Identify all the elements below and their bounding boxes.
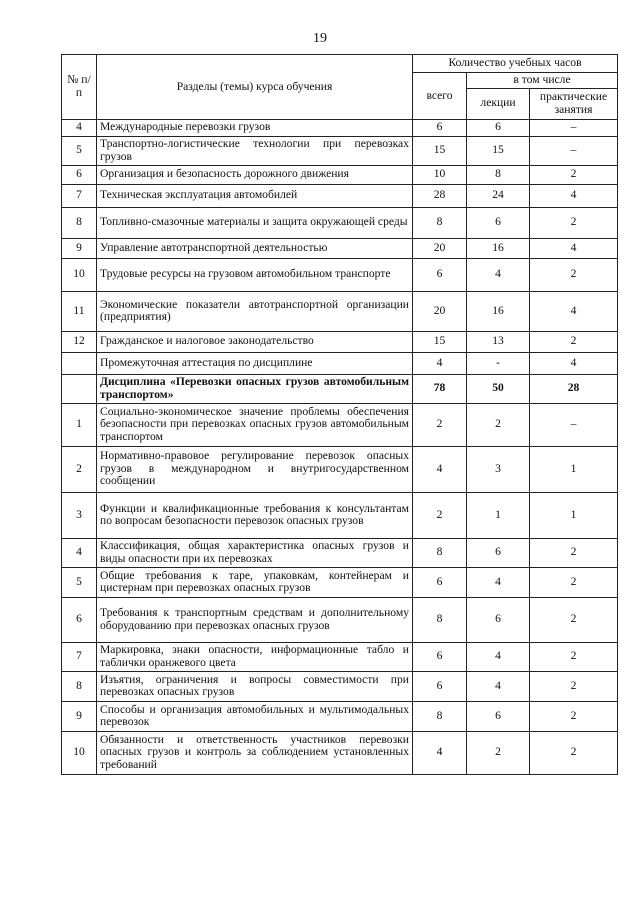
table-row (62, 331, 618, 352)
row-title: Транспортно-логистические технологии при перевозках грузов (97, 136, 413, 165)
row-number: 3 (62, 492, 97, 538)
row-practice: 28 (530, 374, 618, 403)
row-lectures: 13 (467, 331, 530, 352)
row-lectures: 4 (467, 567, 530, 597)
row-lectures: 2 (467, 731, 530, 774)
row-number: 2 (62, 446, 97, 492)
row-number: 5 (62, 567, 97, 597)
row-total: 6 (413, 567, 467, 597)
row-total: 78 (413, 374, 467, 403)
table-row (62, 119, 618, 136)
row-total: 6 (413, 642, 467, 671)
row-total: 8 (413, 207, 467, 238)
row-practice: 2 (530, 165, 618, 184)
table-row (62, 165, 618, 184)
row-number: 6 (62, 597, 97, 642)
header-section: Разделы (темы) курса обучения (97, 55, 413, 120)
row-title: Техническая эксплуатация автомобилей (97, 184, 413, 207)
row-total: 4 (413, 731, 467, 774)
row-lectures: 6 (467, 207, 530, 238)
row-practice: 2 (530, 538, 618, 567)
row-lectures: 4 (467, 671, 530, 701)
row-practice: 2 (530, 567, 618, 597)
table-row (62, 238, 618, 258)
row-lectures: 24 (467, 184, 530, 207)
row-practice: – (530, 136, 618, 165)
table-row (62, 207, 618, 238)
row-total: 6 (413, 671, 467, 701)
table-row (62, 374, 618, 403)
table-row (62, 184, 618, 207)
row-lectures: 6 (467, 597, 530, 642)
row-title: Способы и организация автомобильных и мультимодальных перевозок (97, 701, 413, 731)
row-number: 4 (62, 538, 97, 567)
table-row (62, 642, 618, 671)
row-practice: 2 (530, 642, 618, 671)
row-practice: 2 (530, 731, 618, 774)
row-number (62, 374, 97, 403)
table-row (62, 731, 618, 774)
row-title: Промежуточная аттестация по дисциплине (97, 352, 413, 374)
row-lectures: 50 (467, 374, 530, 403)
row-practice: – (530, 119, 618, 136)
table-row (62, 136, 618, 165)
row-lectures: 6 (467, 701, 530, 731)
row-number: 7 (62, 642, 97, 671)
row-lectures: 8 (467, 165, 530, 184)
row-number: 1 (62, 403, 97, 446)
row-lectures: 16 (467, 291, 530, 331)
row-total: 8 (413, 538, 467, 567)
table-row (62, 701, 618, 731)
row-lectures: - (467, 352, 530, 374)
row-total: 2 (413, 403, 467, 446)
row-lectures: 16 (467, 238, 530, 258)
header-including: в том числе (467, 73, 618, 89)
table-row (62, 446, 618, 492)
row-practice: 2 (530, 597, 618, 642)
row-lectures: 3 (467, 446, 530, 492)
row-title: Общие требования к таре, упаковкам, контейнерам и цистернам при перевозках опасных грузов (97, 567, 413, 597)
row-total: 15 (413, 331, 467, 352)
row-total: 8 (413, 597, 467, 642)
row-number: 7 (62, 184, 97, 207)
row-number: 11 (62, 291, 97, 331)
header-lectures: лекции (467, 88, 530, 119)
row-title: Трудовые ресурсы на грузовом автомобильном транспорте (97, 258, 413, 291)
row-title: Дисциплина «Перевозки опасных грузов автомобильным транспортом» (97, 374, 413, 403)
row-number (62, 352, 97, 374)
row-practice: 4 (530, 184, 618, 207)
row-practice: 2 (530, 331, 618, 352)
header-practice: практические занятия (530, 88, 618, 119)
row-practice: 2 (530, 207, 618, 238)
row-total: 15 (413, 136, 467, 165)
table-row (62, 538, 618, 567)
row-total: 2 (413, 492, 467, 538)
row-title: Экономические показатели автотранспортной организации (предприятия) (97, 291, 413, 331)
row-practice: 2 (530, 258, 618, 291)
row-practice: 1 (530, 446, 618, 492)
row-number: 12 (62, 331, 97, 352)
row-total: 20 (413, 238, 467, 258)
row-total: 4 (413, 446, 467, 492)
row-title: Организация и безопасность дорожного движения (97, 165, 413, 184)
row-total: 10 (413, 165, 467, 184)
row-title: Функции и квалификационные требования к консультантам по вопросам безопасности перевозок опасных грузов (97, 492, 413, 538)
row-practice: 4 (530, 291, 618, 331)
table-row (62, 567, 618, 597)
table-row (62, 403, 618, 446)
row-total: 8 (413, 701, 467, 731)
row-practice: 2 (530, 671, 618, 701)
row-total: 6 (413, 119, 467, 136)
curriculum-table (61, 54, 618, 775)
row-title: Социально-экономическое значение проблемы обеспечения безопасности при перевозках опасных грузов автомобильным транспортом (97, 403, 413, 446)
row-title: Маркировка, знаки опасности, информационные табло и таблички оранжевого цвета (97, 642, 413, 671)
row-number: 8 (62, 671, 97, 701)
row-lectures: 2 (467, 403, 530, 446)
row-title: Нормативно-правовое регулирование перевозок опасных грузов в международном и внутригосударственном сообщении (97, 446, 413, 492)
row-practice: 1 (530, 492, 618, 538)
table-row (62, 492, 618, 538)
row-number: 10 (62, 258, 97, 291)
row-title: Международные перевозки грузов (97, 119, 413, 136)
row-total: 6 (413, 258, 467, 291)
row-lectures: 4 (467, 642, 530, 671)
header-hours: Количество учебных часов (413, 55, 618, 73)
row-number: 10 (62, 731, 97, 774)
table-row (62, 597, 618, 642)
row-lectures: 6 (467, 538, 530, 567)
row-title: Топливно-смазочные материалы и защита окружающей среды (97, 207, 413, 238)
row-number: 4 (62, 119, 97, 136)
row-total: 28 (413, 184, 467, 207)
row-title: Требования к транспортным средствам и дополнительному оборудованию при перевозках опасных грузов (97, 597, 413, 642)
row-practice: 4 (530, 238, 618, 258)
row-practice: – (530, 403, 618, 446)
row-number: 8 (62, 207, 97, 238)
row-lectures: 4 (467, 258, 530, 291)
table-row (62, 671, 618, 701)
table-row (62, 352, 618, 374)
row-number: 9 (62, 701, 97, 731)
row-title: Управление автотранспортной деятельностью (97, 238, 413, 258)
row-lectures: 1 (467, 492, 530, 538)
row-total: 20 (413, 291, 467, 331)
header-num: № п/п (62, 55, 97, 120)
row-practice: 4 (530, 352, 618, 374)
row-title: Обязанности и ответственность участников перевозки опасных грузов и контроль за соблюдением установленных требований (97, 731, 413, 774)
table-row (62, 291, 618, 331)
row-title: Изъятия, ограничения и вопросы совместимости при перевозках опасных грузов (97, 671, 413, 701)
row-total: 4 (413, 352, 467, 374)
row-number: 5 (62, 136, 97, 165)
table-body (62, 119, 618, 774)
header-total: всего (413, 73, 467, 120)
row-title: Гражданское и налоговое законодательство (97, 331, 413, 352)
table-row (62, 258, 618, 291)
row-lectures: 15 (467, 136, 530, 165)
page-number: 19 (313, 31, 327, 46)
row-title: Классификация, общая характеристика опасных грузов и виды опасности при их перевозках (97, 538, 413, 567)
row-practice: 2 (530, 701, 618, 731)
row-number: 9 (62, 238, 97, 258)
row-number: 6 (62, 165, 97, 184)
row-lectures: 6 (467, 119, 530, 136)
